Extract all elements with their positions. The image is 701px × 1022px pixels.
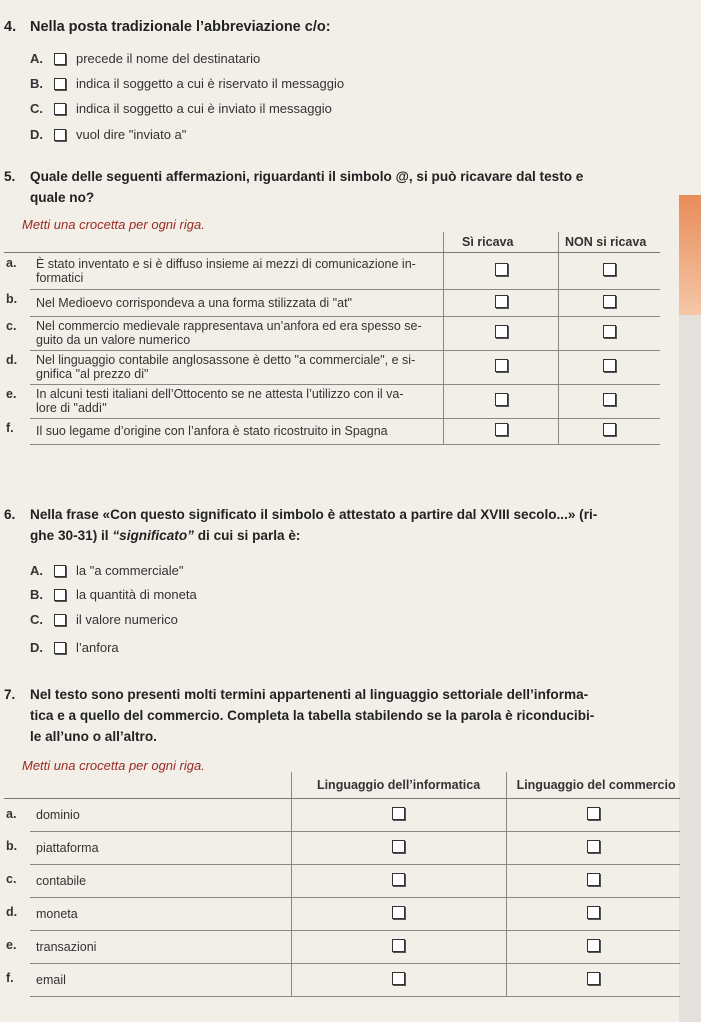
table-row: f. email: [4, 963, 680, 996]
checkbox-icon[interactable]: [603, 263, 616, 276]
checkbox-icon[interactable]: [54, 614, 66, 626]
table-row: a. dominio: [4, 798, 680, 831]
column-header: NON si ricava: [559, 232, 661, 252]
column-header: Linguaggio del commercio: [506, 772, 680, 798]
table-row: b. Nel Medioevo corrispondeva a una forma stilizzata di "at": [4, 289, 660, 316]
q6-option-c[interactable]: C. il valore numerico: [30, 612, 178, 627]
q6-option-a[interactable]: A. la "a commerciale": [30, 563, 184, 578]
q4-option-c[interactable]: C. indica il soggetto a cui è inviato il messaggio: [30, 101, 332, 116]
checkbox-icon[interactable]: [587, 840, 600, 853]
checkbox-icon[interactable]: [603, 325, 616, 338]
checkbox-icon[interactable]: [587, 939, 600, 952]
column-header: Linguaggio dell’informatica: [291, 772, 506, 798]
table-row: a. È stato inventato e si è diffuso insieme ai mezzi di comunicazione in- formatici: [4, 252, 660, 289]
checkbox-icon[interactable]: [495, 325, 508, 338]
question-7: 7. Nel testo sono presenti molti termini appartenenti al linguaggio settoriale dell’informa- tica e a quello del commercio. Completa la tabella stabilendo se la parola è riconducibi- le all’uno o all’altro.: [4, 687, 595, 744]
page-edge-tab: [679, 195, 701, 315]
checkbox-icon[interactable]: [495, 295, 508, 308]
question-text: Nella posta tradizionale l’abbreviazione c/o:: [30, 19, 331, 35]
checkbox-icon[interactable]: [603, 393, 616, 406]
checkbox-icon[interactable]: [495, 359, 508, 372]
q4-option-a[interactable]: A. precede il nome del destinatario: [30, 51, 261, 66]
question-6: 6. Nella frase «Con questo significato il simbolo è attestato a partire dal XVIII secolo...» (ri- ghe 30-31) il “significato” di cui si parla è:: [4, 507, 598, 543]
checkbox-icon[interactable]: [54, 78, 66, 90]
question-text: Quale delle seguenti affermazioni, riguardanti il simbolo @, si può ricavare dal testo e: [30, 169, 584, 184]
question-text: Nel testo sono presenti molti termini appartenenti al linguaggio settoriale dell’informa-: [30, 687, 589, 702]
checkbox-icon[interactable]: [392, 807, 405, 820]
q6-option-d[interactable]: D. l’anfora: [30, 640, 119, 655]
checkbox-icon[interactable]: [495, 423, 508, 436]
instruction: Metti una crocetta per ogni riga.: [22, 758, 205, 773]
q4-option-b[interactable]: B. indica il soggetto a cui è riservato il messaggio: [30, 76, 345, 91]
q5-table: [4, 232, 660, 445]
table-row: e. In alcuni testi italiani dell’Ottocento se ne attesta l’utilizzo con il va- lore di "addì": [4, 384, 660, 418]
checkbox-icon[interactable]: [392, 906, 405, 919]
checkbox-icon[interactable]: [587, 873, 600, 886]
table-row: d. Nel linguaggio contabile anglosassone è detto "a commerciale", e si- gnifica "al prezzo di": [4, 350, 660, 384]
checkbox-icon[interactable]: [495, 393, 508, 406]
table-row: f. Il suo legame d’origine con l’anfora è stato ricostruito in Spagna: [4, 418, 660, 444]
checkbox-icon[interactable]: [54, 565, 66, 577]
checkbox-icon[interactable]: [603, 423, 616, 436]
checkbox-icon[interactable]: [54, 129, 66, 141]
checkbox-icon[interactable]: [392, 939, 405, 952]
checkbox-icon[interactable]: [587, 807, 600, 820]
column-header: Sì ricava: [444, 232, 559, 252]
page-edge-shadow: [679, 315, 701, 1022]
question-4: [4, 17, 331, 38]
checkbox-icon[interactable]: [392, 972, 405, 985]
instruction: Metti una crocetta per ogni riga.: [22, 217, 205, 232]
q7-table: [4, 772, 680, 997]
checkbox-icon[interactable]: [54, 53, 66, 65]
table-row: c. contabile: [4, 864, 680, 897]
checkbox-icon[interactable]: [392, 840, 405, 853]
checkbox-icon[interactable]: [54, 103, 66, 115]
checkbox-icon[interactable]: [603, 295, 616, 308]
checkbox-icon[interactable]: [603, 359, 616, 372]
checkbox-icon[interactable]: [587, 906, 600, 919]
checkbox-icon[interactable]: [587, 972, 600, 985]
question-5: 5. Quale delle seguenti affermazioni, riguardanti il simbolo @, si può ricavare dal testo e quale no?: [4, 169, 584, 205]
question-number: 4.: [4, 19, 17, 35]
q6-option-b[interactable]: B. la quantità di moneta: [30, 587, 197, 602]
table-row: d. moneta: [4, 897, 680, 930]
checkbox-icon[interactable]: [392, 873, 405, 886]
checkbox-icon[interactable]: [54, 642, 66, 654]
table-row: e. transazioni: [4, 930, 680, 963]
q4-option-d[interactable]: D. vuol dire "inviato a": [30, 127, 187, 142]
table-row: b. piattaforma: [4, 831, 680, 864]
question-text: Nella frase «Con questo significato il simbolo è attestato a partire dal XVIII secolo...» (ri-: [30, 507, 598, 522]
checkbox-icon[interactable]: [495, 263, 508, 276]
table-row: c. Nel commercio medievale rappresentava un’anfora ed era spesso se- guito da un valore numerico: [4, 316, 660, 350]
checkbox-icon[interactable]: [54, 589, 66, 601]
